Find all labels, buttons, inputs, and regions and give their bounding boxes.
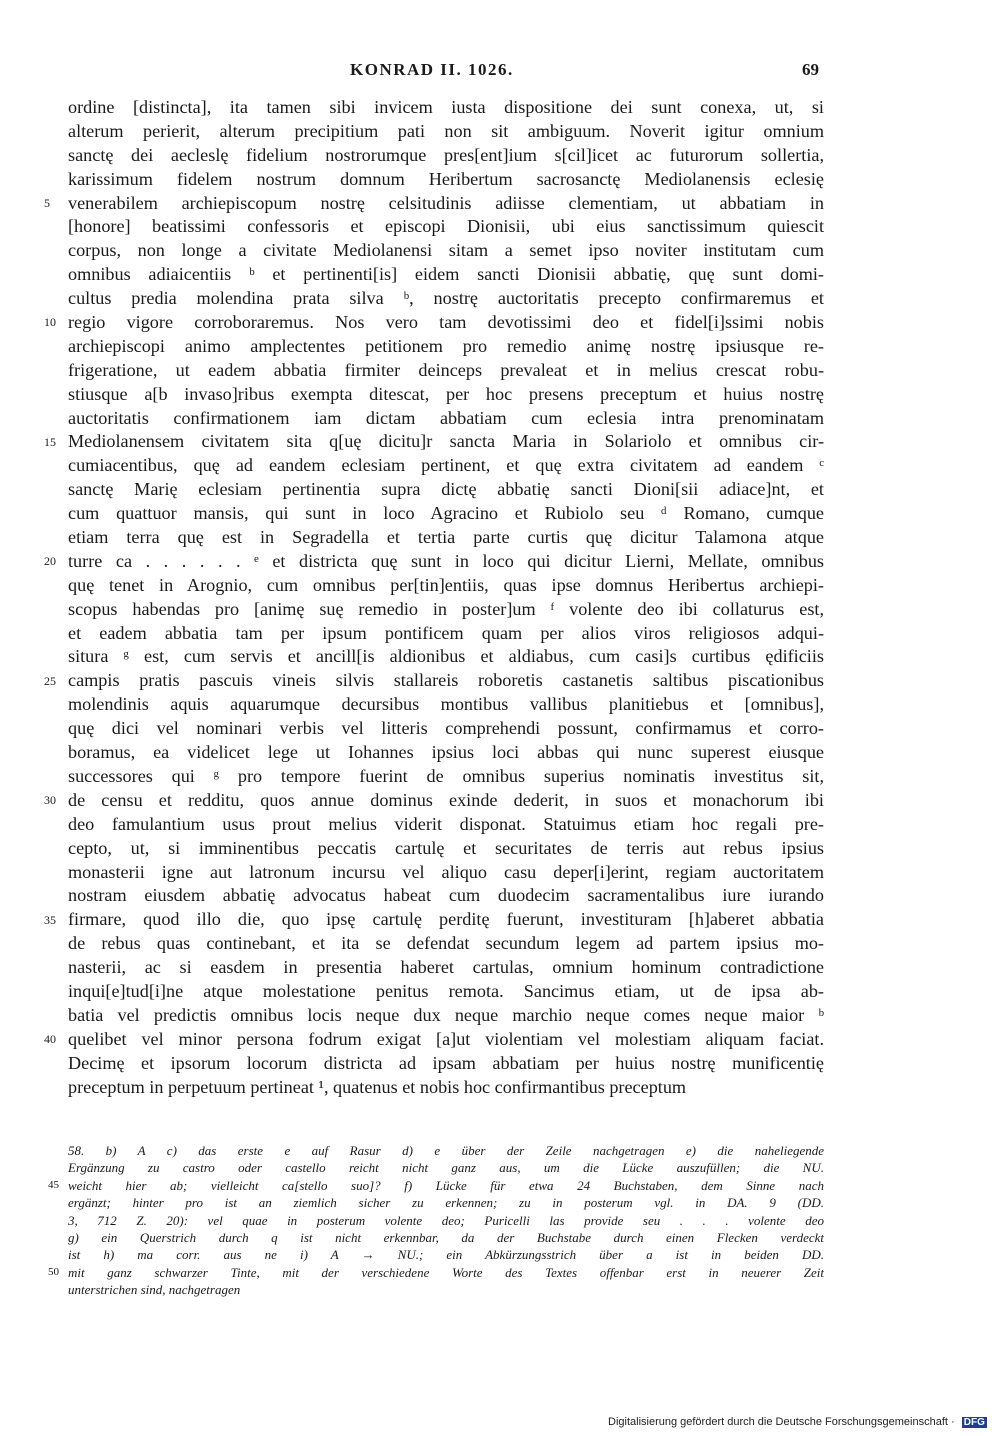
text-line: et eadem abbatia tam per ipsum pontificem quam per alios viros religiosos adqui-	[68, 622, 824, 643]
text-line: de censu et redditu, quos annue dominus exinde dederit, in suos et monachorum ibi	[68, 789, 824, 810]
text-line: nasterii, ac si easdem in presentia haberet cartulas, omnium hominum contradictione	[68, 957, 824, 978]
text-line: monasterii igne aut latronum incursu vel aliquo casu deper[i]erint, regiam auctoritatem	[68, 861, 824, 882]
footnote-line: g) ein Querstrich durch q ist nicht erkennbar, da der Buchstabe durch einen Flecken verdeckt	[68, 1229, 824, 1245]
text-line: campis pratis pascuis vineis silvis stallareis roboretis castanetis saltibus piscationibus	[68, 670, 824, 691]
text-line: situra ᵍ est, cum servis et ancill[is aldionibus et aldiabus, cum casi]s curtibus ędificiis	[68, 646, 824, 667]
text-line: turre ca . . . . . . ᵉ et districta quę sunt in loco qui dicitur Lierni, Mellate, omnibus	[68, 550, 824, 571]
text-line: cepto, ut, si imminentibus peccatis cartulę et securitates de terris aut rebus ipsius	[68, 837, 824, 858]
text-line: regio vigore corroboraremus. Nos vero tam devotissimi deo et fidel[i]ssimi nobis	[68, 312, 824, 333]
text-line: Mediolanensem civitatem sita q[uę dicitu]r sancta Maria in Solariolo et omnibus cir-	[68, 431, 824, 452]
footnote-line: ist h) ma corr. aus ne i) A → NU.; ein Abkürzungsstrich über a ist in beiden DD.	[68, 1247, 824, 1263]
text-line: cum quattuor mansis, qui sunt in loco Agracino et Rubiolo seu ᵈ Romano, cumque	[68, 503, 824, 524]
text-line: molendinis aquis aquarumque decursibus montibus vallibus planitiebus et [omnibus],	[68, 694, 824, 715]
text-line: ordine [distincta], ita tamen sibi invicem iusta dispositione dei sunt conexa, ut, si	[68, 97, 824, 117]
text-line: auctoritatis confirmationem iam dictam abbatiam cum eclesia intra prenominatam	[68, 407, 824, 428]
text-line: cumiacentibus, quę ad eandem eclesiam pertinent, et quę extra civitatem ad eandem ᶜ	[68, 455, 824, 476]
text-line: omnibus adiaicentiis ᵇ et pertinenti[is] eidem sancti Dionisii abbatię, quę sunt domi-	[68, 264, 824, 285]
text-line: karissimum fidelem nostrum domnum Heribertum sacrosanctę Mediolanensis eclesię	[68, 168, 824, 189]
text-line: sanctę dei aecleslę fidelium nostrorumque pres[ent]ium s[cil]icet ac futurorum sollertia,	[68, 144, 824, 165]
credit-text: Digitalisierung gefördert durch die Deutsche Forschungsgemeinschaft ·	[608, 1416, 955, 1428]
text-line: nostram eiusdem abbatię advocatus habeat cum duodecim sacramentalibus iure iurando	[68, 885, 824, 906]
text-line: quelibet vel minor persona fodrum exigat [a]ut violentiam vel molestiam aliquam faciat.	[68, 1028, 824, 1049]
text-line: frigeratione, ut eadem abbatia firmiter deinceps prevaleat et in melius crescat robu-	[68, 359, 824, 380]
footnote-line: unterstrichen sind, nachgetragen	[68, 1282, 241, 1298]
digitization-credit	[608, 1416, 987, 1428]
footnote-line: ergänzt; hinter pro ist an ziemlich sicher zu erkennen; zu in posterum vgl. in DA. 9 (DD.	[68, 1195, 824, 1211]
text-line: etiam terra quę est in Segradella et tertia parte curtis quę dicitur Talamona atque	[68, 527, 824, 548]
dfg-logo: DFG	[963, 1417, 985, 1428]
text-line: batia vel predictis omnibus locis neque dux neque marchio neque comes neque maior ᵇ	[68, 1004, 824, 1025]
line-number: 25	[44, 673, 56, 688]
text-line: stiusque a[b invaso]ribus exempta ditescat, per hoc presens preceptum et huius nostrę	[68, 383, 824, 404]
text-line: alterum perierit, alterum precipitium pati non sit ambiguum. Noverit igitur omnium	[68, 120, 824, 141]
line-number: 15	[44, 434, 56, 449]
text-line: successores qui ᵍ pro tempore fuerint de omnibus superius nominatis investitus sit,	[68, 765, 824, 786]
footnote-line: 58. b) A c) das erste e auf Rasur d) e über der Zeile nachgetragen e) die naheliegende	[68, 1143, 824, 1158]
text-line: deo famulantium usus prout melius viderit disponat. Statuimus etiam hoc regali pre-	[68, 813, 824, 834]
text-line: cultus predia molendina prata silva ᵇ, nostrę auctoritatis precepto confirmaremus et	[68, 288, 824, 309]
line-number: 50	[48, 1265, 59, 1278]
text-line: de rebus quas continebant, et ita se defendat secundum legem ad partem ipsius mo-	[68, 933, 824, 954]
footnote-line: mit ganz schwarzer Tinte, mit der verschiedene Worte des Textes offenbar erst in neuerer Zeit	[68, 1264, 824, 1280]
footnote-line: 3, 712 Z. 20): vel quae in posterum volente deo; Puricelli las provide seu . . . volente deo	[68, 1212, 824, 1228]
line-number: 30	[44, 793, 56, 808]
text-line: quę tenet in Arognio, cum omnibus per[tin]entiis, quas ipse domnus Heribertus archiepi-	[68, 574, 824, 595]
footnote-line: weicht hier ab; vielleicht ca[stello suo]? f) Lücke für etwa 24 Buchstaben, dem Sinne nach	[68, 1177, 824, 1193]
footnote-line: Ergänzung zu castro oder castello reicht nicht ganz aus, um die Lücke auszufüllen; die NU.	[68, 1160, 824, 1176]
line-number: 10	[44, 315, 56, 330]
text-line: inqui[e]tud[i]ne atque molestatione penitus remota. Sancimus etiam, ut de ipsa ab-	[68, 980, 824, 1001]
text-line: [honore] beatissimi confessoris et episcopi Dionisii, ubi eius sanctissimum quiescit	[68, 216, 824, 237]
text-line: preceptum in perpetuum pertineat ¹, quatenus et nobis hoc confirmantibus preceptum	[68, 1076, 687, 1097]
page-number: 69	[802, 60, 819, 79]
footnotes	[68, 1142, 824, 1299]
text-line: venerabilem archiepiscopum nostrę celsitudinis adiisse clementiam, ut abbatiam in	[68, 192, 824, 213]
text-line: boramus, ea videlicet lege ut Iohannes ipsius loci abbas qui nunc superest eiusque	[68, 742, 824, 763]
text-line: archiepiscopi animo amplectentes petitionem pro remedio animę nostrę ipsiusque re-	[68, 335, 824, 356]
text-line: Decimę et ipsorum locorum districta ad ipsam abbatiam per huius nostrę munificentię	[68, 1052, 824, 1073]
text-line: scopus habendas pro [animę suę remedio in poster]um ᶠ volente deo ibi collaturus est,	[68, 598, 824, 619]
running-head: KONRAD II. 1026.	[350, 60, 514, 79]
text-line: sanctę Marię eclesiam pertinentia supra dictę abbatię sancti Dioni[sii adiace]nt, et	[68, 479, 824, 500]
text-line: firmare, quod illo die, quo ipsę cartulę perditę fuerunt, investituram [h]aberet abbatia	[68, 909, 824, 930]
line-number: 40	[44, 1032, 56, 1047]
line-number: 35	[44, 912, 56, 927]
line-number: 20	[44, 554, 56, 569]
text-line: corpus, non longe a civitate Mediolanensi sitam a semet ipso noviter institutam cum	[68, 240, 824, 261]
text-line: quę dici vel nominari verbis vel litteris comprehendi possunt, confirmamus et corro-	[68, 718, 824, 739]
line-number: 5	[44, 195, 50, 210]
charter-body-text	[68, 96, 824, 1099]
line-number: 45	[48, 1178, 59, 1191]
